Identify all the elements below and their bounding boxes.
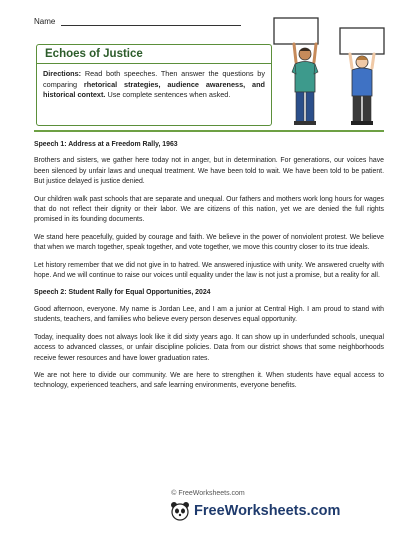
- footer-url: © FreeWorksheets.com: [171, 490, 245, 497]
- brand-rest: Worksheets.com: [224, 503, 341, 519]
- speech2-paragraph: Today, inequality does not always look like it did sixty years ago. It can show up in underfunded schools, unequal access to advanced classes, or unfair discipline policies. Data from our district shows that some neighborhoods receive fewer resources and have lower graduation rates.: [34, 333, 384, 362]
- directions-text-1: Read both speeches. Then answer the questions by comparing: [43, 69, 265, 89]
- speech1-paragraph: Let history remember that we did not give in to hatred. We answered injustice with unity. We answered cruelty with hope. And we will continue to raise our voices until equality under the law is not just a promise, but a reality for all.: [34, 261, 384, 280]
- speech2-paragraph: Good afternoon, everyone. My name is Jordan Lee, and I am a junior at Central High. I am proud to stand with students, teachers, and families who believe every person deserves equal opportunity.: [34, 305, 384, 324]
- worksheet-title: Echoes of Justice: [45, 48, 143, 60]
- speech2-paragraph: We are not here to divide our community. We are here to strengthen it. When students have equal access to technology, experienced teachers, and safe learning environments, everyone benefits.: [34, 371, 384, 390]
- speech2-heading: Speech 2: Student Rally for Equal Opportunities, 2024: [34, 289, 211, 297]
- directions-text-2: Use complete sentences when asked.: [105, 90, 231, 99]
- speech1-paragraph: Brothers and sisters, we gather here today not in anger, but in determination. For generations, our voices have been silenced by unfair laws and unequal treatment. We have been told to wait. We have been told to be patient. But justice delayed is justice denied.: [34, 157, 384, 186]
- speech1-paragraph: Our children walk past schools that are separate and unequal. Our fathers and mothers work long hours for wages that do not reflect their dignity or their labor. We are citizens of this nation, yet we are denied the full rights promised in its founding documents.: [34, 195, 384, 224]
- brand-name: [194, 503, 340, 519]
- speech1-heading: Speech 1: Address at a Freedom Rally, 1963: [34, 141, 178, 148]
- directions-bold-terms: rhetorical strategies, audience awareness, and historical context.: [43, 79, 265, 99]
- directions-label: Directions:: [43, 69, 82, 78]
- left-person-icon: [292, 44, 318, 125]
- name-line[interactable]: [61, 16, 241, 26]
- panda-logo-icon: [170, 501, 190, 521]
- name-label: Name: [34, 17, 56, 26]
- right-sign-icon: [340, 28, 384, 54]
- directions: [43, 69, 265, 101]
- right-person-icon: [350, 54, 374, 125]
- speech1-paragraph: We stand here peacefully, guided by courage and faith. We believe in the power of nonviolent protest. We believe that when we march together, speak together, and vote together, we move this country closer to its true ideals.: [34, 233, 384, 252]
- left-sign-icon: [274, 18, 318, 44]
- protesters-illustration: [272, 14, 392, 128]
- brand-free: Free: [194, 503, 225, 519]
- section-divider: [34, 130, 384, 132]
- footer-brand: [170, 501, 340, 521]
- title-box: [36, 44, 272, 126]
- name-row: [34, 16, 241, 26]
- speeches-content: [34, 140, 384, 399]
